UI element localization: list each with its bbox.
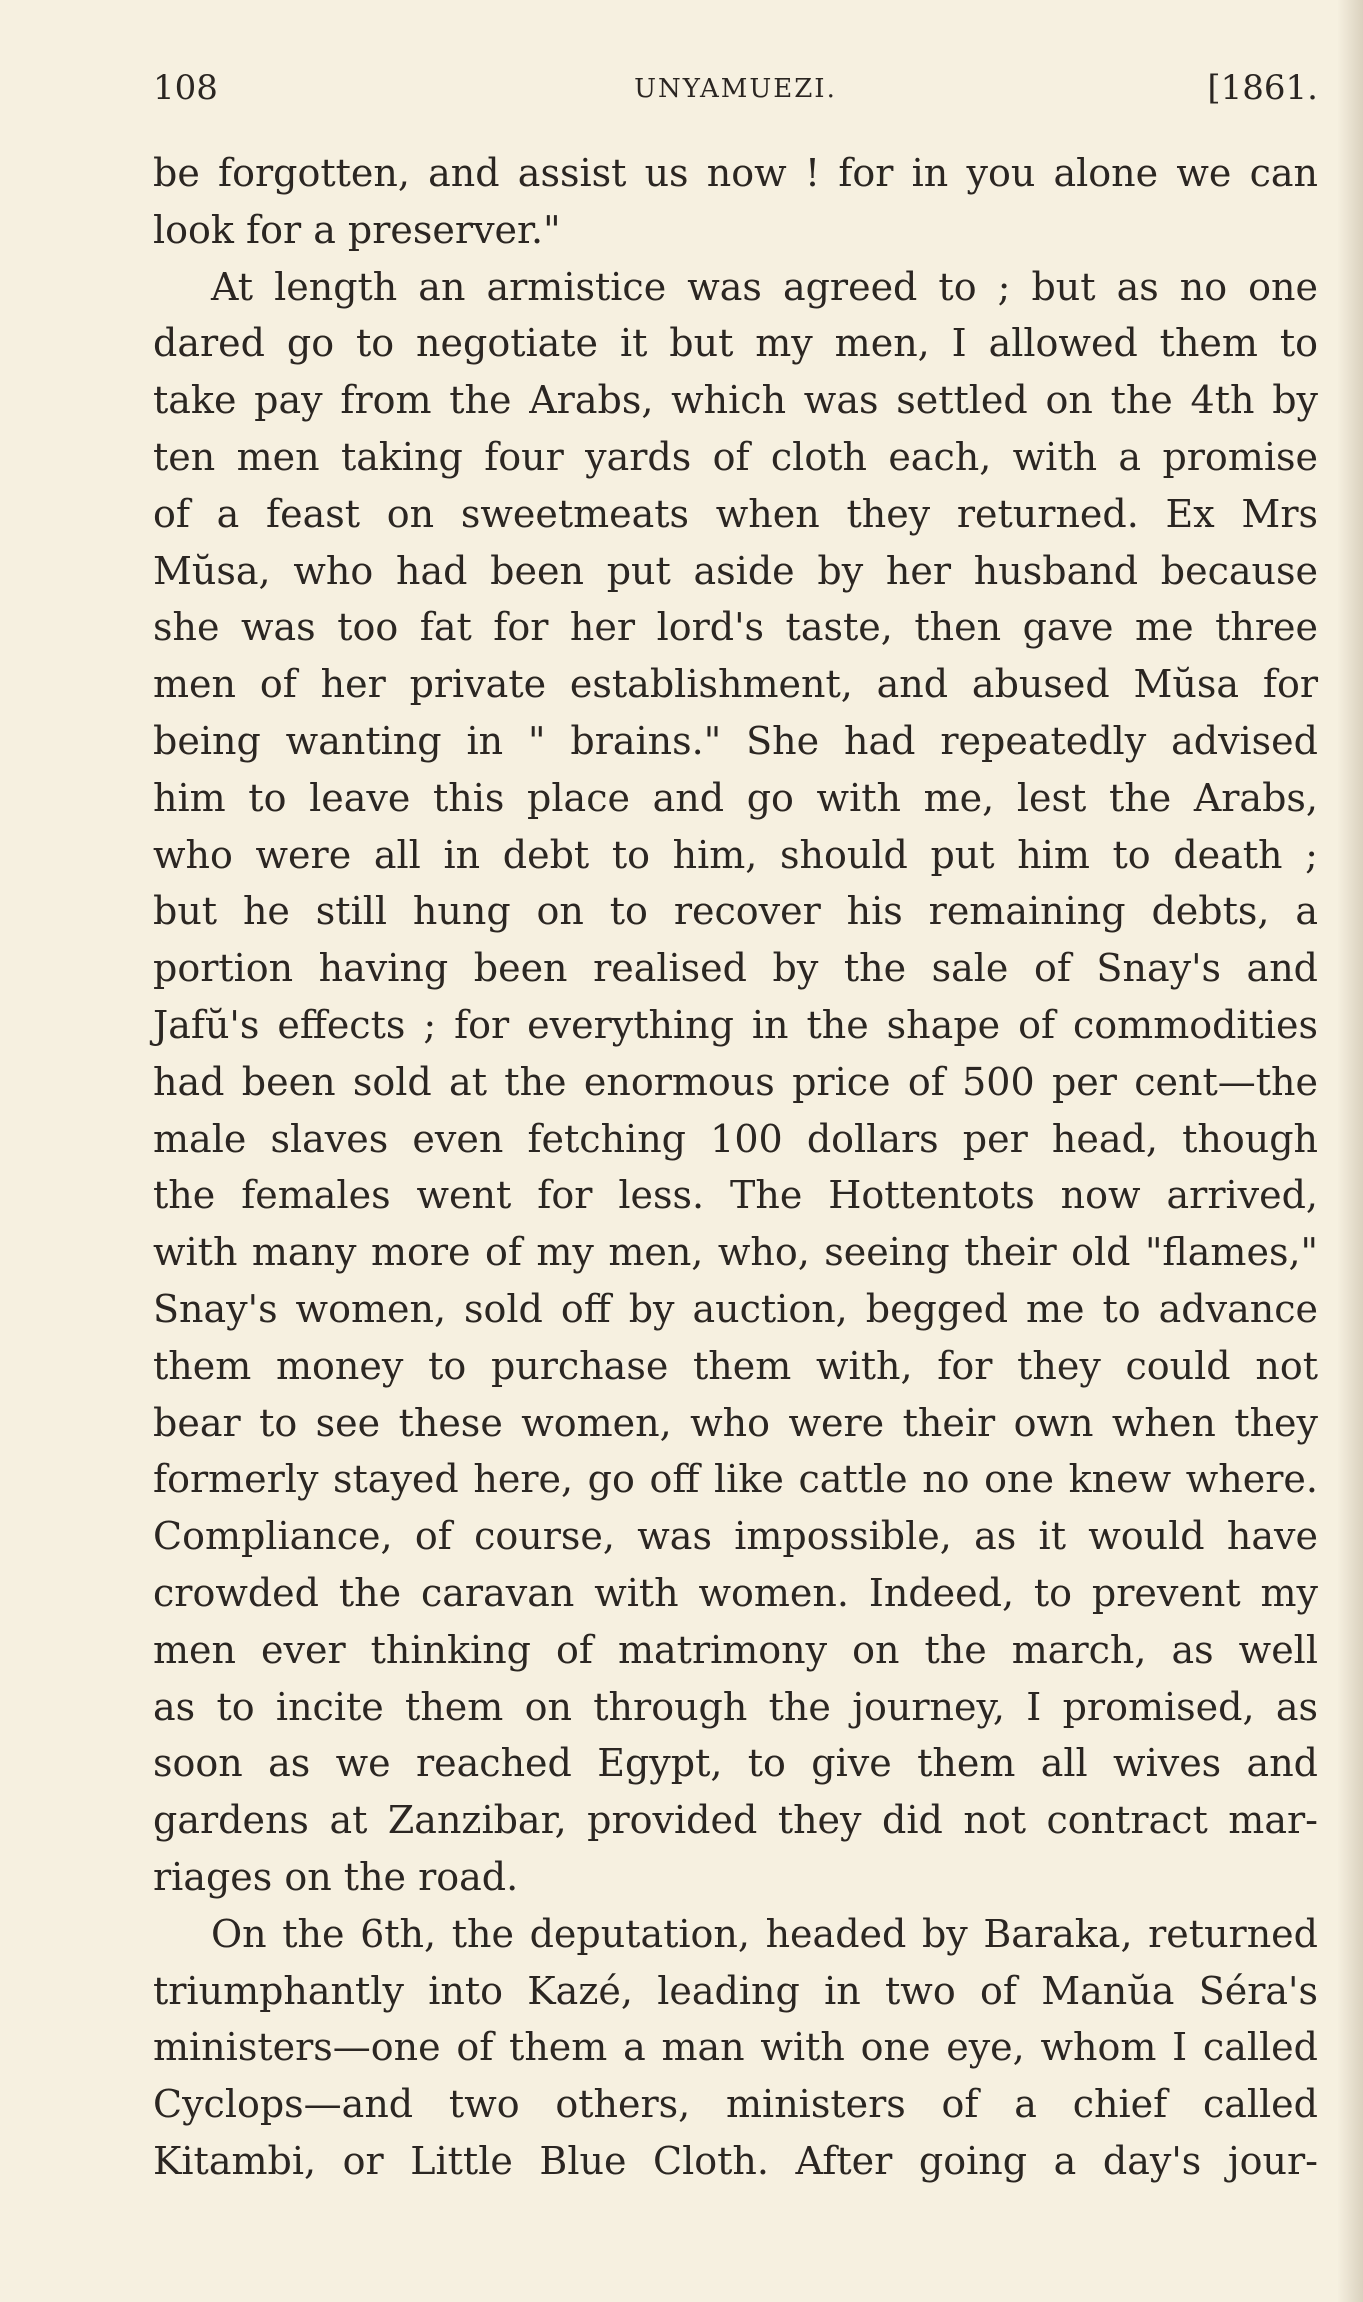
text-line: she was too fat for her lord's taste, then gave me three <box>153 605 1318 650</box>
paragraph-start-line: At length an armistice was agreed to ; but as no one <box>211 264 1318 309</box>
text-line: the females went for less. The Hottentots now arrived, <box>153 1173 1318 1218</box>
running-head <box>153 68 1318 118</box>
text-line: formerly stayed here, go off like cattle no one knew where. <box>153 1457 1318 1502</box>
text-line: riages on the road. <box>153 1854 519 1899</box>
text-line: ministers—one of them a man with one eye, whom I called <box>153 2025 1318 2070</box>
running-title: UNYAMUEZI. <box>634 74 837 104</box>
text-line: look for a preserver." <box>153 207 561 252</box>
text-line: of a feast on sweetmeats when they returned. Ex Mrs <box>153 491 1318 536</box>
text-line: who were all in debt to him, should put him to death ; <box>153 832 1318 877</box>
text-line: him to leave this place and go with me, lest the Arabs, <box>153 775 1318 820</box>
text-line: soon as we reached Egypt, to give them all wives and <box>153 1741 1318 1786</box>
page-number: 108 <box>153 68 218 108</box>
text-line: ten men taking four yards of cloth each, with a promise <box>153 434 1318 479</box>
text-line: them money to purchase them with, for they could not <box>153 1343 1318 1388</box>
text-line: portion having been realised by the sale of Snay's and <box>153 946 1318 991</box>
text-line: men of her private establishment, and abused Mŭsa for <box>153 662 1318 707</box>
text-line: as to incite them on through the journey, I promised, as <box>153 1684 1318 1729</box>
text-line: bear to see these women, who were their own when they <box>153 1400 1318 1445</box>
text-line: be forgotten, and assist us now ! for in you alone we can <box>153 151 1318 195</box>
text-line: Jafŭ's effects ; for everything in the shape of commodities <box>153 1002 1318 1047</box>
text-line: triumphantly into Kazé, leading in two of Manŭa Séra's <box>153 1968 1318 2013</box>
text-line: Kitambi, or Little Blue Cloth. After going a day's jour- <box>153 2138 1318 2183</box>
text-line: Mŭsa, who had been put aside by her husband because <box>153 548 1318 593</box>
text-line: male slaves even fetching 100 dollars per head, though <box>153 1116 1318 1161</box>
text-line: take pay from the Arabs, which was settled on the 4th by <box>153 378 1318 423</box>
text-line: with many more of my men, who, seeing their old "flames," <box>153 1230 1318 1275</box>
paragraph-start-line: On the 6th, the deputation, headed by Baraka, returned <box>211 1911 1318 1956</box>
text-line: Snay's women, sold off by auction, begged me to advance <box>153 1286 1318 1331</box>
text-line: but he still hung on to recover his remaining debts, a <box>153 889 1318 934</box>
running-year: [1861. <box>1207 68 1318 108</box>
text-line: being wanting in " brains." She had repeatedly advised <box>153 718 1318 763</box>
text-line: dared go to negotiate it but my men, I allowed them to <box>153 321 1318 366</box>
text-line: gardens at Zanzibar, provided they did not contract mar- <box>153 1798 1318 1843</box>
body-text <box>153 145 1318 2190</box>
text-line: Compliance, of course, was impossible, as it would have <box>153 1514 1318 1559</box>
text-line: had been sold at the enormous price of 500 per cent—the <box>153 1059 1318 1104</box>
text-line: men ever thinking of matrimony on the march, as well <box>153 1627 1318 1672</box>
page-edge-shadow <box>1337 0 1363 2302</box>
text-line: crowded the caravan with women. Indeed, to prevent my <box>153 1570 1318 1615</box>
text-line: Cyclops—and two others, ministers of a chief called <box>153 2082 1318 2127</box>
